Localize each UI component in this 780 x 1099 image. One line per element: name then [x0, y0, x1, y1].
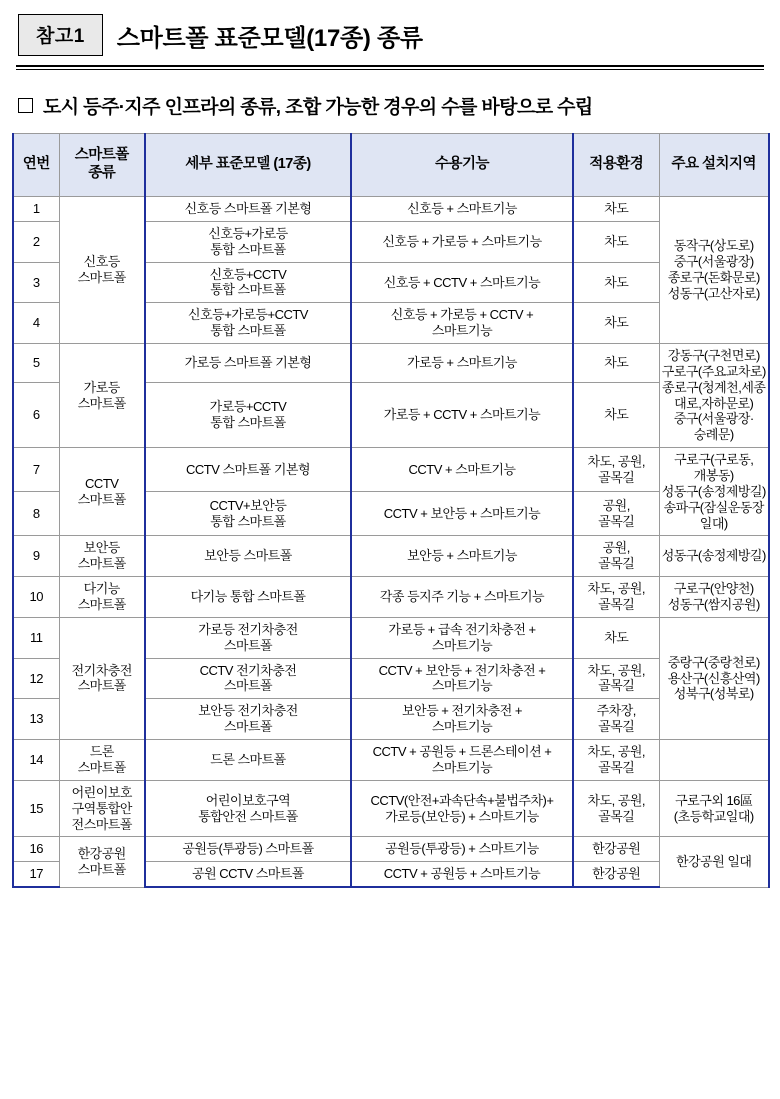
- cell-env-line: 골목길: [598, 719, 635, 735]
- cell-function: [351, 617, 573, 658]
- cell-num: 5: [13, 344, 59, 383]
- cell-area-line: 강동구(구천면로): [667, 348, 760, 364]
- cell-env-line: 차도: [604, 315, 629, 331]
- cell-area-line: 구로구(안양천): [673, 581, 754, 597]
- cell-function: [351, 448, 573, 492]
- cell-model-line: 통합 스마트폴: [210, 241, 286, 257]
- cell-function-line: 가로등 + 스마트기능: [407, 355, 517, 371]
- cell-function-line: 공원등(투광등) + 스마트기능: [385, 841, 539, 857]
- cell-model: [145, 577, 351, 618]
- cell-function: [351, 303, 573, 344]
- cell-env-line: 차도, 공원,: [587, 453, 646, 469]
- cell-num: 8: [13, 492, 59, 536]
- cell-function-line: 신호등 + 가로등 + 스마트기능: [382, 233, 542, 249]
- cell-function: [351, 262, 573, 303]
- cell-type: [59, 837, 145, 887]
- cell-model-line: 다기능 통합 스마트폴: [190, 589, 306, 605]
- table-body: [13, 197, 769, 888]
- cell-type-line2: 스마트폴: [77, 678, 126, 694]
- cell-type: [59, 577, 145, 618]
- cell-num: 7: [13, 448, 59, 492]
- cell-function-line: 신호등 + 스마트기능: [407, 201, 517, 216]
- cell-env: [573, 577, 659, 618]
- cell-type-line2: 스마트폴: [77, 759, 126, 775]
- cell-env-line: 골목길: [598, 678, 635, 694]
- cell-model-line: 통합 스마트폴: [210, 415, 286, 431]
- square-bullet-icon: [18, 98, 33, 113]
- cell-area-line: 중구(서울광장): [673, 254, 754, 270]
- cell-model-line: 스마트폴: [223, 678, 273, 694]
- cell-model-line: 공원등(투광등) 스마트폴: [182, 841, 314, 857]
- cell-env: [573, 837, 659, 862]
- cell-area-line: 구로구(주요교차로): [661, 363, 766, 379]
- cell-type-line1: CCTV: [85, 475, 119, 491]
- document-header: [12, 14, 768, 56]
- cell-function-line: CCTV + 보안등 + 스마트기능: [383, 505, 541, 521]
- cell-num: 6: [13, 383, 59, 448]
- cell-model: [145, 837, 351, 862]
- cell-function-line: 스마트기능: [431, 719, 493, 735]
- cell-function-line: 보안등 + 스마트기능: [407, 548, 517, 564]
- cell-model: [145, 492, 351, 536]
- cell-env-line: 차도, 공원,: [587, 581, 646, 597]
- cell-area-line: (초등학교일대): [673, 808, 754, 824]
- cell-model-line: 스마트폴: [223, 719, 273, 735]
- cell-env: [573, 658, 659, 699]
- cell-env: [573, 492, 659, 536]
- cell-model: [145, 383, 351, 448]
- cell-env: [573, 536, 659, 577]
- table-header-row: [13, 134, 769, 197]
- table-row: [13, 837, 769, 862]
- cell-area-line: 성동구(쌈지공원): [667, 597, 760, 613]
- cell-area-line: 한강공원 일대: [676, 854, 752, 870]
- cell-num: 9: [13, 536, 59, 577]
- cell-model: [145, 303, 351, 344]
- cell-area-line: 성동구(송정제방길): [661, 483, 766, 499]
- cell-type-line1: 다기능: [83, 581, 120, 597]
- cell-model: [145, 617, 351, 658]
- table-row: [13, 197, 769, 222]
- cell-function: [351, 344, 573, 383]
- cell-env-line: 차도, 공원,: [587, 792, 646, 808]
- cell-type-line1: 신호등: [83, 254, 120, 270]
- cell-env: [573, 344, 659, 383]
- table-row: [13, 448, 769, 492]
- column-header-type-line2: 종류: [88, 165, 116, 181]
- cell-function: [351, 536, 573, 577]
- cell-type-line1: 가로등: [83, 379, 120, 395]
- cell-type-line2: 스마트폴: [77, 395, 126, 411]
- cell-env-line: 골목길: [598, 556, 635, 572]
- cell-type-line1: 한강공원: [77, 846, 126, 862]
- cell-model: [145, 344, 351, 383]
- column-header-area: 주요 설치지역: [659, 134, 769, 197]
- cell-model: [145, 197, 351, 222]
- cell-type: [59, 536, 145, 577]
- cell-env-line: 골목길: [598, 808, 635, 824]
- cell-num: 15: [13, 780, 59, 837]
- cell-model-line: CCTV+보안등: [209, 498, 287, 514]
- cell-type-line2: 스마트폴: [77, 556, 126, 572]
- cell-area-line: 종로구(청계천,세종: [662, 379, 766, 395]
- cell-type-line1: 보안등: [83, 540, 120, 556]
- cell-env-line: 차도, 공원,: [587, 662, 646, 678]
- cell-env-line: 차도: [604, 407, 629, 423]
- cell-model: [145, 262, 351, 303]
- cell-function: [351, 197, 573, 222]
- cell-type: [59, 197, 145, 344]
- cell-env-line: 골목길: [598, 597, 635, 613]
- cell-num: 16: [13, 837, 59, 862]
- cell-area: [659, 837, 769, 887]
- cell-area: [659, 780, 769, 837]
- cell-function-line: 가로등 + CCTV + 스마트기능: [383, 407, 541, 423]
- cell-env-line: 골목길: [598, 759, 635, 775]
- cell-model-line: 가로등+CCTV: [209, 399, 287, 415]
- cell-model-line: 신호등+CCTV: [209, 266, 287, 282]
- cell-model-line: 스마트폴: [223, 637, 273, 653]
- cell-env: [573, 383, 659, 448]
- cell-area: [659, 536, 769, 577]
- cell-num: 2: [13, 221, 59, 262]
- cell-model-line: 통합 스마트폴: [210, 513, 286, 529]
- cell-area-line: 구로구외 16區: [675, 792, 753, 808]
- cell-function: [351, 837, 573, 862]
- cell-function: [351, 492, 573, 536]
- page-title: 스마트폴 표준모델(17종) 종류: [116, 24, 423, 52]
- cell-num: 14: [13, 740, 59, 781]
- cell-model: [145, 699, 351, 740]
- cell-model-line: 보안등 스마트폴: [204, 548, 292, 564]
- cell-model-line: 가로등 전기차충전: [198, 621, 298, 637]
- table-row: [13, 344, 769, 383]
- cell-env-line: 골목길: [598, 513, 635, 529]
- column-header-type-line1: 스마트폴: [74, 147, 129, 164]
- cell-model-line: 신호등+가로등+CCTV: [188, 307, 308, 323]
- cell-model-line: 어린이보호구역: [205, 792, 291, 808]
- cell-model-line: 신호등 스마트폴 기본형: [184, 201, 312, 216]
- cell-area: [659, 617, 769, 739]
- cell-model: [145, 658, 351, 699]
- header-divider-thin: [16, 69, 764, 70]
- column-header-type: [59, 134, 145, 197]
- cell-area-line: 송파구(잠실운동장: [663, 499, 764, 515]
- cell-model: [145, 448, 351, 492]
- cell-type: [59, 344, 145, 448]
- cell-env: [573, 221, 659, 262]
- cell-type-line1: 전기차충전: [71, 662, 132, 678]
- cell-function: [351, 383, 573, 448]
- cell-num: 12: [13, 658, 59, 699]
- cell-function: [351, 658, 573, 699]
- standard-model-table: [12, 133, 770, 888]
- cell-function-line: 신호등 + CCTV + 스마트기능: [383, 274, 541, 290]
- cell-env-line: 차도, 공원,: [587, 744, 646, 760]
- cell-env-line: 차도: [604, 629, 629, 645]
- cell-area-line: 일대): [699, 515, 728, 531]
- cell-num: 3: [13, 262, 59, 303]
- cell-function-line: 스마트기능: [431, 678, 493, 694]
- cell-env-line: 한강공원: [592, 866, 641, 882]
- cell-model-line: 공원 CCTV 스마트폴: [192, 866, 304, 882]
- cell-area-line: 대로,자하문로): [674, 395, 754, 411]
- cell-area-line: 종로구(돈화문로): [667, 270, 760, 285]
- cell-type-line3: 전스마트폴: [71, 816, 132, 832]
- cell-function-line: 가로등(보안등) + 스마트기능: [385, 808, 539, 824]
- cell-env: [573, 303, 659, 344]
- cell-model: [145, 862, 351, 887]
- cell-model-line: CCTV 전기차충전: [199, 662, 297, 678]
- cell-type-line1: 드론: [89, 744, 114, 760]
- table-row: [13, 617, 769, 658]
- cell-function-line: 스마트기능: [431, 637, 493, 653]
- cell-env-line: 차도: [604, 201, 629, 216]
- column-header-env: 적용환경: [573, 134, 659, 197]
- cell-env-line: 차도: [604, 274, 629, 290]
- cell-function-line: 보안등 + 전기차충전 +: [402, 703, 522, 719]
- cell-type: [59, 740, 145, 781]
- cell-function-line: CCTV(안전+과속단속+불법주차)+: [370, 792, 554, 808]
- section-heading-text: 도시 등주·지주 인프라의 종류, 조합 가능한 경우의 수를 바탕으로 수립: [43, 97, 593, 118]
- cell-num: 4: [13, 303, 59, 344]
- cell-num: 13: [13, 699, 59, 740]
- cell-env-line: 주차장,: [596, 703, 636, 719]
- cell-type-line2: 구역통합안: [71, 800, 132, 816]
- cell-function-line: 각종 등지주 기능 + 스마트기능: [379, 589, 545, 605]
- cell-area-line: 중랑구(중랑천로): [667, 654, 760, 670]
- cell-env: [573, 617, 659, 658]
- cell-area-line: 동작구(상도로): [673, 238, 754, 254]
- cell-function-line: 스마트기능: [431, 323, 493, 339]
- cell-type: [59, 780, 145, 837]
- cell-function: [351, 577, 573, 618]
- cell-area: [659, 740, 769, 781]
- cell-type-line2: 스마트폴: [77, 491, 126, 507]
- cell-area: [659, 448, 769, 536]
- cell-type-line2: 스마트폴: [77, 270, 126, 285]
- cell-area-line: 성북구(성북로): [673, 686, 754, 702]
- cell-type: [59, 617, 145, 739]
- cell-area-line: 용산구(신흥산역): [667, 670, 760, 686]
- column-header-model: 세부 표준모델 (17종): [145, 134, 351, 197]
- cell-num: 1: [13, 197, 59, 222]
- cell-function-line: CCTV + 보안등 + 전기차충전 +: [378, 662, 546, 678]
- cell-num: 17: [13, 862, 59, 887]
- cell-env: [573, 740, 659, 781]
- cell-model: [145, 740, 351, 781]
- cell-area: [659, 197, 769, 344]
- cell-env: [573, 780, 659, 837]
- cell-function-line: CCTV + 공원등 + 스마트기능: [383, 866, 541, 882]
- cell-area-line: 성동구(송정제방길): [661, 548, 766, 564]
- cell-model-line: 신호등+가로등: [208, 225, 288, 241]
- cell-model: [145, 536, 351, 577]
- cell-env-line: 한강공원: [592, 841, 641, 857]
- cell-function-line: 스마트기능: [431, 759, 493, 775]
- cell-env: [573, 197, 659, 222]
- cell-env-line: 골목길: [598, 469, 635, 485]
- cell-function-line: 가로등 + 급속 전기차충전 +: [388, 621, 536, 637]
- table-row: [13, 780, 769, 837]
- cell-function: [351, 699, 573, 740]
- cell-model: [145, 221, 351, 262]
- cell-model-line: CCTV 스마트폴 기본형: [185, 461, 311, 477]
- cell-model-line: 가로등 스마트폴 기본형: [184, 355, 312, 371]
- cell-model-line: 통합 스마트폴: [210, 323, 286, 339]
- column-header-num: 연번: [13, 134, 59, 197]
- cell-env: [573, 448, 659, 492]
- cell-env-line: 공원,: [602, 540, 630, 556]
- section-heading: [18, 92, 768, 119]
- cell-function: [351, 862, 573, 887]
- cell-env-line: 공원,: [602, 498, 630, 514]
- table-row: [13, 536, 769, 577]
- cell-model-line: 드론 스마트폴: [210, 751, 286, 767]
- cell-type-line2: 스마트폴: [77, 597, 126, 613]
- table-row: [13, 577, 769, 618]
- cell-env: [573, 262, 659, 303]
- cell-model-line: 보안등 전기차충전: [198, 703, 298, 719]
- cell-function-line: CCTV + 공원등 + 드론스테이션 +: [372, 744, 552, 760]
- cell-area: [659, 344, 769, 448]
- cell-num: 10: [13, 577, 59, 618]
- column-header-function: 수용기능: [351, 134, 573, 197]
- reference-badge: 참고1: [18, 14, 103, 56]
- cell-function: [351, 221, 573, 262]
- cell-model-line: 통합안전 스마트폴: [198, 808, 298, 824]
- cell-type-line1: 어린이보호: [71, 784, 132, 800]
- cell-model: [145, 780, 351, 837]
- cell-function-line: 신호등 + 가로등 + CCTV +: [390, 307, 534, 323]
- cell-function: [351, 780, 573, 837]
- cell-type-line2: 스마트폴: [77, 861, 126, 877]
- cell-area-line: 중구(서울광장· 숭례문): [673, 411, 754, 443]
- cell-model-line: 통합 스마트폴: [210, 282, 286, 298]
- cell-num: 11: [13, 617, 59, 658]
- cell-area-line: 구로구(구로동,개봉동): [674, 452, 754, 484]
- cell-area: [659, 577, 769, 618]
- header-divider-thick: [16, 65, 764, 67]
- cell-env-line: 차도: [604, 233, 629, 249]
- cell-function: [351, 740, 573, 781]
- cell-type: [59, 448, 145, 536]
- cell-env-line: 차도: [604, 355, 629, 371]
- cell-function-line: CCTV + 스마트기능: [408, 461, 516, 477]
- cell-env: [573, 862, 659, 887]
- cell-env: [573, 699, 659, 740]
- table-row: [13, 740, 769, 781]
- cell-area-line: 성동구(고산자로): [667, 285, 760, 301]
